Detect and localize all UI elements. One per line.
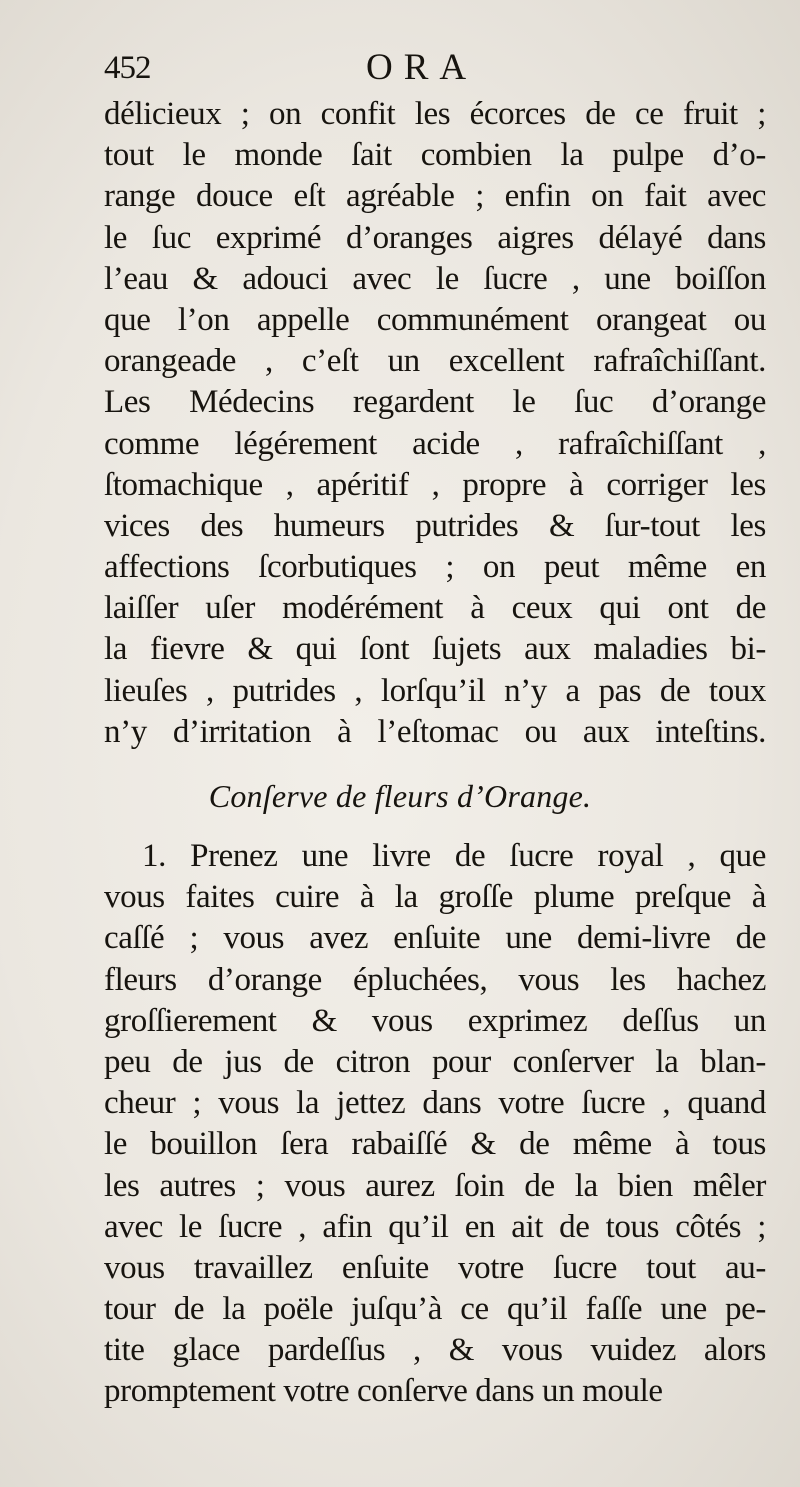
text-line: l’eau & adouci avec le ſucre , une boiſſon	[104, 260, 766, 297]
text-line: groſſierement & vous exprimez deſſus un	[104, 1002, 766, 1039]
text-line: avec le ſucre , afin qu’il en ait de tous côtés ;	[104, 1208, 766, 1245]
text-line: le ſuc exprimé d’oranges aigres délayé dans	[104, 219, 766, 256]
text-line: délicieux ; on confit les écorces de ce fruit ;	[104, 96, 766, 132]
text-line: que l’on appelle communément orangeat ou	[104, 301, 766, 338]
text-line: affections ſcorbutiques ; on peut même en	[104, 549, 766, 586]
text-line: caſſé ; vous avez enſuite une demi-livre de	[104, 920, 766, 957]
text-line: fleurs d’orange épluchées, vous les hachez	[104, 961, 766, 998]
text-line: le bouillon ſera rabaiſſé & de même à tous	[104, 1126, 766, 1163]
text-line: la fievre & qui ſont ſujets aux maladies bi-	[104, 631, 766, 668]
text-line: promptement votre conſerve dans un moule	[104, 1373, 663, 1410]
text-line: 1. Prenez une livre de ſucre royal , que	[142, 838, 766, 874]
section-heading: Conſerve de fleurs d’Orange.	[208, 778, 592, 814]
text-line: vous travaillez enſuite votre ſucre tout au-	[104, 1249, 766, 1286]
text-line: les autres ; vous aurez ſoin de la bien mêler	[104, 1167, 766, 1204]
paragraph-recipe	[104, 836, 766, 1413]
text-line: Les Médecins regardent le ſuc d’orange	[104, 384, 766, 421]
text-line: n’y d’irritation à l’eſtomac ou aux inteſtins.	[104, 713, 766, 750]
text-line: lieuſes , putrides , lorſqu’il n’y a pas de toux	[104, 672, 766, 709]
text-line: peu de jus de citron pour conſerver la blan-	[104, 1043, 766, 1080]
text-line: tite glace pardeſſus , & vous vuidez alors	[104, 1332, 766, 1369]
text-line: tour de la poële juſqu’à ce qu’il faſſe une pe-	[104, 1291, 766, 1328]
text-line: vices des humeurs putrides & ſur-tout les	[104, 507, 766, 544]
text-line: ſtomachique , apéritif , propre à corriger les	[104, 466, 766, 503]
paragraph-orange-uses	[104, 94, 766, 753]
text-line: tout le monde ſait combien la pulpe d’o-	[104, 137, 766, 174]
text-line: orangeade , c’eſt un excellent rafraîchiſſant.	[104, 343, 766, 380]
text-line: comme légérement acide , rafraîchiſſant ,	[104, 425, 766, 462]
page-number: 452	[104, 50, 151, 86]
page-header	[104, 46, 764, 94]
text-line: laiſſer uſer modérément à ceux qui ont de	[104, 590, 766, 627]
running-head: ORA	[366, 47, 478, 88]
text-line: vous faites cuire à la groſſe plume preſque à	[104, 879, 766, 916]
text-line: range douce eſt agréable ; enfin on fait avec	[104, 178, 766, 215]
text-line: cheur ; vous la jettez dans votre ſucre , quand	[104, 1085, 766, 1122]
